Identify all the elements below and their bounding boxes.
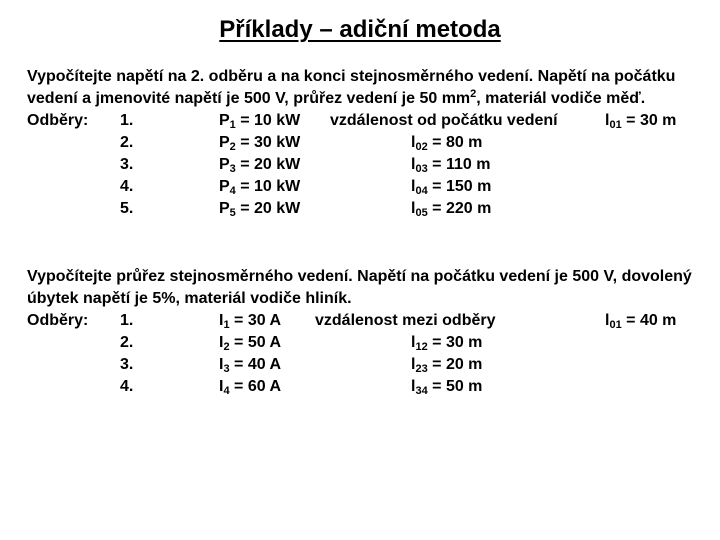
- length-value: $l_{01} = 30$ m: [605, 112, 677, 131]
- length-value: $l_{02} = 80$ m: [411, 134, 483, 153]
- example-2-row: [27, 332, 707, 354]
- length-value: $l_{03} = 110$ m: [411, 156, 491, 175]
- length-value: $l_{05} = 220$ m: [411, 200, 492, 219]
- example-1-row: [27, 154, 707, 176]
- row-number: 2.: [120, 134, 134, 151]
- length-value: $l_{12} = 30$ m: [411, 334, 483, 353]
- row-number: 4.: [120, 178, 134, 195]
- row-number: 3.: [120, 356, 134, 373]
- example-2-row: [27, 354, 707, 376]
- example-1-task-text-b: , materiál vodiče měď.: [476, 90, 646, 107]
- row-number: 5.: [120, 200, 134, 217]
- power-value: $P_2 = 30$ kW: [219, 134, 301, 153]
- example-1-row: [27, 132, 707, 154]
- example-1-distance-label: vzdálenost od počátku vedení: [330, 112, 558, 129]
- example-2-distance-label: vzdálenost mezi odběry: [315, 312, 496, 329]
- current-value: $I_2 = 50$ A: [219, 334, 282, 353]
- current-value: $I_1 = 30$ A: [219, 312, 282, 331]
- example-1-task-text-a: Vypočítejte napětí na 2. odběru a na konci stejnosměrného vedení. Napětí na počátku vedení a jmenovité napětí je 500 V, průřez vedení je 50 mm: [27, 68, 676, 107]
- current-value: $I_4 = 60$ A: [219, 378, 282, 397]
- row-number: 4.: [120, 378, 134, 395]
- row-number: 1.: [120, 112, 134, 129]
- example-1-row: [27, 110, 707, 132]
- length-value: $l_{01} = 40$ m: [605, 312, 677, 331]
- example-2-task: Vypočítejte průřez stejnosměrného vedení. Napětí na počátku vedení je 500 V, dovolený úbytek napětí je 5%, materiál vodiče hliník.: [27, 268, 692, 307]
- example-2: [27, 266, 707, 398]
- example-1-task: [27, 66, 707, 110]
- current-value: $I_3 = 40$ A: [219, 356, 282, 375]
- example-1: [27, 66, 707, 220]
- row-number: 2.: [120, 334, 134, 351]
- slide-title-text: Příklady – adiční metoda: [219, 16, 501, 43]
- example-2-label: Odběry:: [27, 312, 89, 329]
- example-1-row: [27, 198, 707, 220]
- power-value: $P_1 = 10$ kW: [219, 112, 301, 131]
- length-value: $l_{04} = 150$ m: [411, 178, 492, 197]
- example-1-task-sup: 2: [470, 88, 477, 100]
- power-value: $P_3 = 20$ kW: [219, 156, 301, 175]
- length-value: $l_{34} = 50$ m: [411, 378, 483, 397]
- row-number: 3.: [120, 156, 134, 173]
- length-value: $l_{23} = 20$ m: [411, 356, 483, 375]
- example-1-row: [27, 176, 707, 198]
- example-2-row: [27, 310, 707, 332]
- row-number: 1.: [120, 312, 134, 329]
- power-value: $P_5 = 20$ kW: [219, 200, 301, 219]
- example-2-row: [27, 376, 707, 398]
- slide-title: [0, 14, 720, 46]
- power-value: $P_4 = 10$ kW: [219, 178, 301, 197]
- example-1-label: Odběry:: [27, 112, 89, 129]
